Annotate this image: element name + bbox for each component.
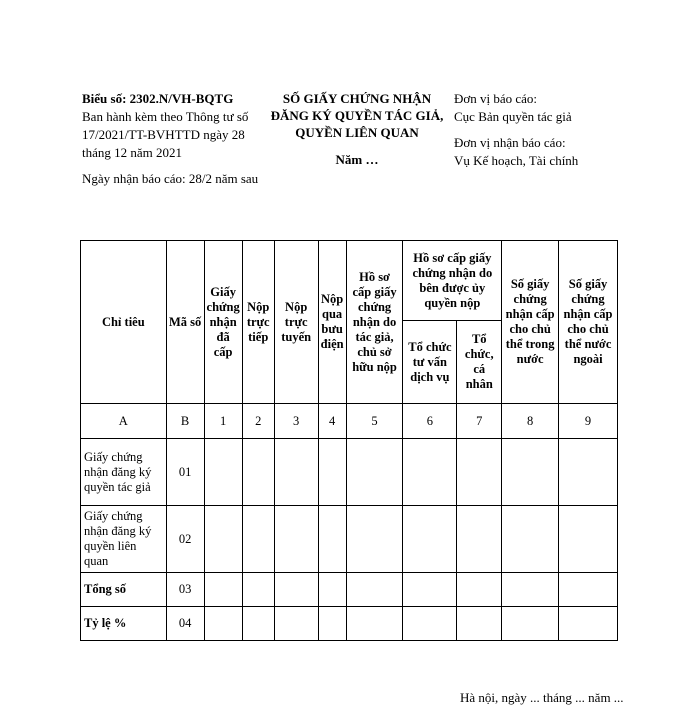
issued-note: Ban hành kèm theo Thông tư số 17/2021/TT-BVHTTD ngày 28 tháng 12 năm 2021 bbox=[82, 109, 249, 160]
data-cell bbox=[274, 439, 318, 506]
row-code: 02 bbox=[166, 506, 204, 573]
data-cell bbox=[559, 607, 618, 641]
form-code: Biểu số: 2302.N/VH-BQTG bbox=[82, 91, 234, 106]
row-label: Giấy chứng nhận đăng ký quyền tác giả bbox=[81, 439, 167, 506]
data-cell bbox=[204, 506, 242, 573]
data-cell bbox=[457, 439, 502, 506]
report-receive-date: Ngày nhận báo cáo: 28/2 năm sau bbox=[82, 171, 259, 186]
data-cell bbox=[457, 506, 502, 573]
data-cell bbox=[242, 506, 274, 573]
row-label: Tổng số bbox=[81, 573, 167, 607]
data-cell bbox=[274, 573, 318, 607]
data-cell bbox=[559, 506, 618, 573]
data-cell bbox=[204, 607, 242, 641]
table-row bbox=[81, 439, 618, 506]
receiver-name: Vụ Kế hoạch, Tài chính bbox=[454, 153, 579, 168]
report-year: Năm … bbox=[335, 152, 379, 167]
row-code: 01 bbox=[166, 439, 204, 506]
receiver-label: Đơn vị nhận báo cáo: bbox=[454, 135, 566, 150]
data-cell bbox=[502, 573, 559, 607]
reporter-name: Cục Bản quyền tác giả bbox=[454, 109, 572, 124]
data-cell bbox=[346, 607, 403, 641]
col-number: 5 bbox=[346, 404, 403, 439]
col-number: 4 bbox=[318, 404, 346, 439]
header-col-4: Nộp qua bưu điện bbox=[318, 241, 346, 404]
header-col-5: Hồ sơ cấp giấy chứng nhận do tác giả, chủ sở hữu nộp bbox=[346, 241, 403, 404]
data-cell bbox=[403, 506, 457, 573]
col-number: 7 bbox=[457, 404, 502, 439]
data-cell bbox=[559, 439, 618, 506]
table-row bbox=[81, 573, 618, 607]
col-number: 1 bbox=[204, 404, 242, 439]
data-cell bbox=[274, 607, 318, 641]
header-title-block bbox=[268, 90, 446, 168]
header-col-7: Tổ chức, cá nhân bbox=[457, 321, 502, 404]
reporter-label: Đơn vị báo cáo: bbox=[454, 91, 538, 106]
data-cell bbox=[403, 607, 457, 641]
row-code: 04 bbox=[166, 607, 204, 641]
header-left-block bbox=[82, 90, 262, 188]
col-number: 8 bbox=[502, 404, 559, 439]
col-number: 9 bbox=[559, 404, 618, 439]
col-number: B bbox=[166, 404, 204, 439]
header-col-3: Nộp trực tuyến bbox=[274, 241, 318, 404]
data-cell bbox=[346, 439, 403, 506]
report-title: SỐ GIẤY CHỨNG NHẬN ĐĂNG KÝ QUYỀN TÁC GIẢ, QUYỀN LIÊN QUAN bbox=[270, 91, 444, 140]
data-cell bbox=[457, 607, 502, 641]
data-cell bbox=[318, 607, 346, 641]
data-cell bbox=[403, 573, 457, 607]
data-cell bbox=[502, 439, 559, 506]
col-number: A bbox=[81, 404, 167, 439]
data-cell bbox=[346, 506, 403, 573]
header-ma-so: Mã số bbox=[166, 241, 204, 404]
header-col-8: Số giấy chứng nhận cấp cho chủ thể trong nước bbox=[502, 241, 559, 404]
data-cell bbox=[559, 573, 618, 607]
data-cell bbox=[318, 506, 346, 573]
header-col-9: Số giấy chứng nhận cấp cho chủ thể nước ngoài bbox=[559, 241, 618, 404]
col-number: 2 bbox=[242, 404, 274, 439]
data-cell bbox=[502, 607, 559, 641]
header-col-2: Nộp trực tiếp bbox=[242, 241, 274, 404]
header-group-6-7: Hồ sơ cấp giấy chứng nhận do bên được ủy quyền nộp bbox=[403, 241, 502, 321]
table-row bbox=[81, 607, 618, 641]
column-numbering-row bbox=[81, 404, 618, 439]
data-cell bbox=[242, 439, 274, 506]
data-cell bbox=[204, 573, 242, 607]
row-label: Tỷ lệ % bbox=[81, 607, 167, 641]
report-table bbox=[80, 240, 618, 641]
data-cell bbox=[274, 506, 318, 573]
header-col-6: Tổ chức tư vấn dịch vụ bbox=[403, 321, 457, 404]
header-right-block bbox=[454, 90, 634, 170]
data-cell bbox=[204, 439, 242, 506]
data-cell bbox=[318, 573, 346, 607]
data-cell bbox=[346, 573, 403, 607]
data-cell bbox=[502, 506, 559, 573]
data-cell bbox=[242, 573, 274, 607]
data-cell bbox=[242, 607, 274, 641]
col-number: 6 bbox=[403, 404, 457, 439]
header-chi-tieu: Chỉ tiêu bbox=[81, 241, 167, 404]
data-cell bbox=[457, 573, 502, 607]
data-cell bbox=[403, 439, 457, 506]
header-col-1: Giấy chứng nhận đã cấp bbox=[204, 241, 242, 404]
row-code: 03 bbox=[166, 573, 204, 607]
data-cell bbox=[318, 439, 346, 506]
row-label: Giấy chứng nhận đăng ký quyền liên quan bbox=[81, 506, 167, 573]
col-number: 3 bbox=[274, 404, 318, 439]
table-row bbox=[81, 506, 618, 573]
footer-date-line: Hà nội, ngày ... tháng ... năm ... bbox=[460, 690, 624, 705]
